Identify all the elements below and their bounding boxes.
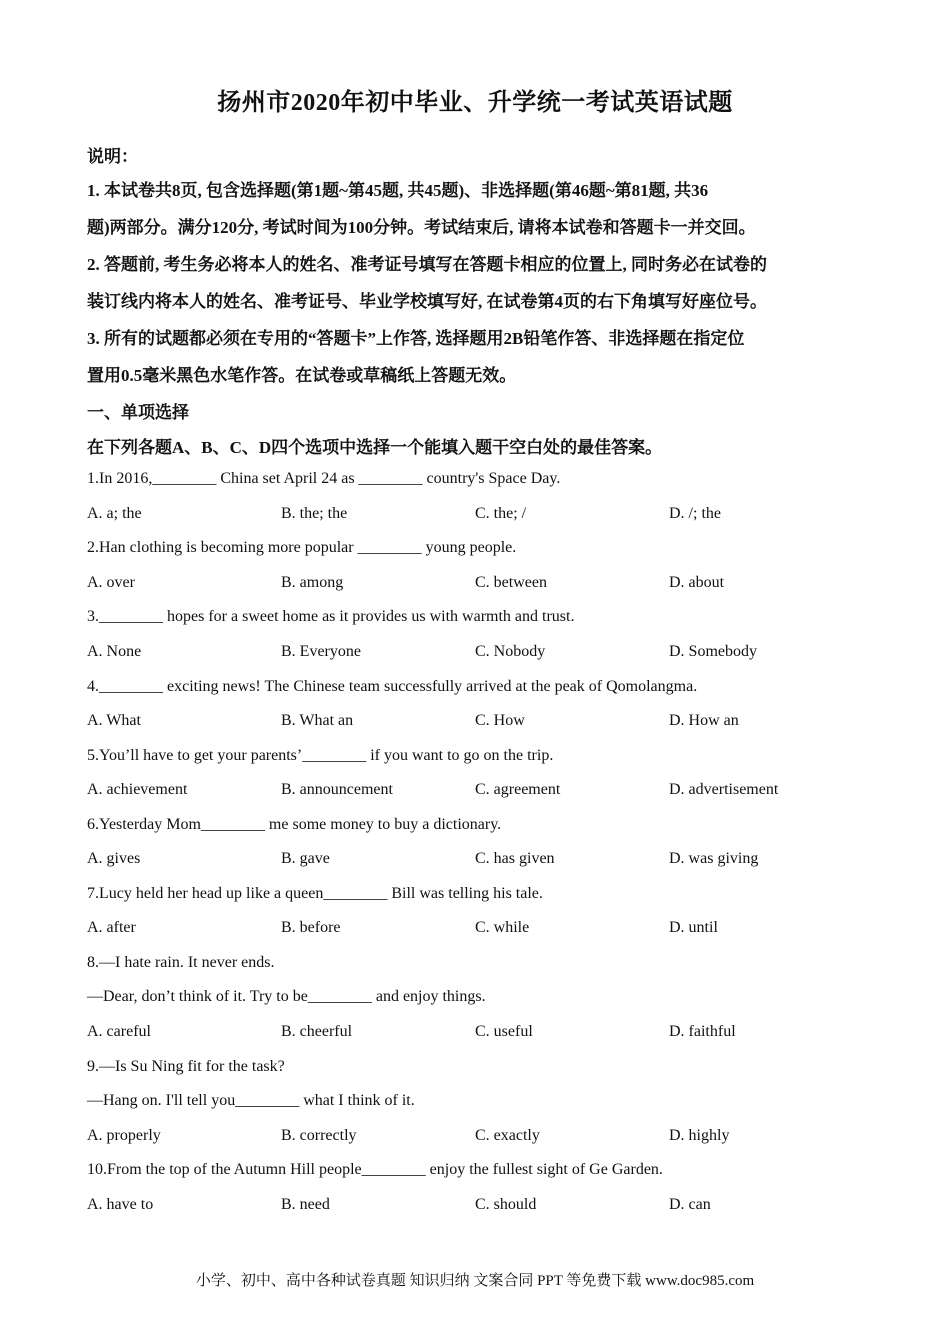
option-d: D. about xyxy=(669,574,725,591)
option-a: A. over xyxy=(87,574,135,591)
option-d: D. /; the xyxy=(669,505,721,522)
option-b: B. among xyxy=(281,574,344,591)
question-stem: 5.You’ll have to get your parents’________ if you want to go on the trip. xyxy=(87,747,554,764)
instruction-line: 装订线内将本人的姓名、准考证号、毕业学校填写好, 在试卷第4页的右下角填写好座位号。 xyxy=(87,292,767,311)
exam-title: 扬州市2020年初中毕业、升学统一考试英语试题 xyxy=(217,90,733,116)
option-c: C. How xyxy=(475,712,525,729)
question-stem: 10.From the top of the Autumn Hill people________ enjoy the fullest sight of Ge Garden. xyxy=(87,1161,663,1178)
option-c: C. useful xyxy=(475,1023,533,1040)
option-b: B. What an xyxy=(281,712,354,729)
option-b: B. need xyxy=(281,1196,330,1213)
option-a: A. achievement xyxy=(87,781,188,798)
question-stem: —Dear, don’t think of it. Try to be________ and enjoy things. xyxy=(87,988,486,1005)
question-stem: 9.—Is Su Ning fit for the task? xyxy=(87,1058,285,1075)
instructions-heading: 说明： xyxy=(87,147,138,166)
option-a: A. have to xyxy=(87,1196,154,1213)
question-stem: 1.In 2016,________ China set April 24 as ________ country's Space Day. xyxy=(87,470,561,487)
option-b: B. announcement xyxy=(281,781,393,798)
option-c: C. between xyxy=(475,574,547,591)
option-a: A. a; the xyxy=(87,505,142,522)
option-d: D. faithful xyxy=(669,1023,736,1040)
option-b: B. correctly xyxy=(281,1127,357,1144)
option-c: C. agreement xyxy=(475,781,561,798)
instruction-line: 3. 所有的试题都必须在专用的“答题卡”上作答, 选择题用2B铅笔作答、非选择题在指定位 xyxy=(87,329,745,348)
instruction-line: 置用0.5毫米黑色水笔作答。在试卷或草稿纸上答题无效。 xyxy=(87,366,517,385)
option-a: A. after xyxy=(87,919,136,936)
question-stem: —Hang on. I'll tell you________ what I think of it. xyxy=(87,1092,415,1109)
option-d: D. Somebody xyxy=(669,643,757,660)
option-a: A. What xyxy=(87,712,141,729)
option-b: B. the; the xyxy=(281,505,348,522)
option-b: B. gave xyxy=(281,850,330,867)
question-stem: 2.Han clothing is becoming more popular ________ young people. xyxy=(87,539,517,556)
instruction-line: 1. 本试卷共8页, 包含选择题(第1题~第45题, 共45题)、非选择题(第46题~第81题, 共36 xyxy=(87,181,709,200)
section-direction: 在下列各题A、B、C、D四个选项中选择一个能填入题干空白处的最佳答案。 xyxy=(87,438,663,457)
option-c: C. exactly xyxy=(475,1127,540,1144)
option-d: D. was giving xyxy=(669,850,759,867)
page-footer: 小学、初中、高中各种试卷真题 知识归纳 文案合同 PPT 等免费下载 www.doc985.com xyxy=(195,1273,755,1289)
instruction-line: 题)两部分。满分120分, 考试时间为100分钟。考试结束后, 请将本试卷和答题卡一并交回。 xyxy=(87,218,756,237)
section-title: 一、单项选择 xyxy=(87,403,189,422)
question-stem: 7.Lucy held her head up like a queen________ Bill was telling his tale. xyxy=(87,885,543,902)
option-b: B. before xyxy=(281,919,341,936)
option-c: C. the; / xyxy=(475,505,527,522)
option-c: C. should xyxy=(475,1196,537,1213)
option-a: A. careful xyxy=(87,1023,151,1040)
option-a: A. None xyxy=(87,643,142,660)
question-stem: 4.________ exciting news! The Chinese team successfully arrived at the peak of Qomolangma. xyxy=(87,678,698,695)
option-d: D. can xyxy=(669,1196,711,1213)
option-a: A. gives xyxy=(87,850,141,867)
option-d: D. How an xyxy=(669,712,739,729)
option-c: C. has given xyxy=(475,850,555,867)
question-stem: 3.________ hopes for a sweet home as it provides us with warmth and trust. xyxy=(87,608,575,625)
option-a: A. properly xyxy=(87,1127,161,1144)
option-c: C. Nobody xyxy=(475,643,546,660)
option-b: B. cheerful xyxy=(281,1023,353,1040)
option-c: C. while xyxy=(475,919,530,936)
option-b: B. Everyone xyxy=(281,643,361,660)
question-stem: 6.Yesterday Mom________ me some money to buy a dictionary. xyxy=(87,816,502,833)
option-d: D. advertisement xyxy=(669,781,779,798)
instruction-line: 2. 答题前, 考生务必将本人的姓名、准考证号填写在答题卡相应的位置上, 同时务必在试卷的 xyxy=(87,255,767,274)
question-stem: 8.—I hate rain. It never ends. xyxy=(87,954,275,971)
option-d: D. highly xyxy=(669,1127,730,1144)
option-d: D. until xyxy=(669,919,718,936)
